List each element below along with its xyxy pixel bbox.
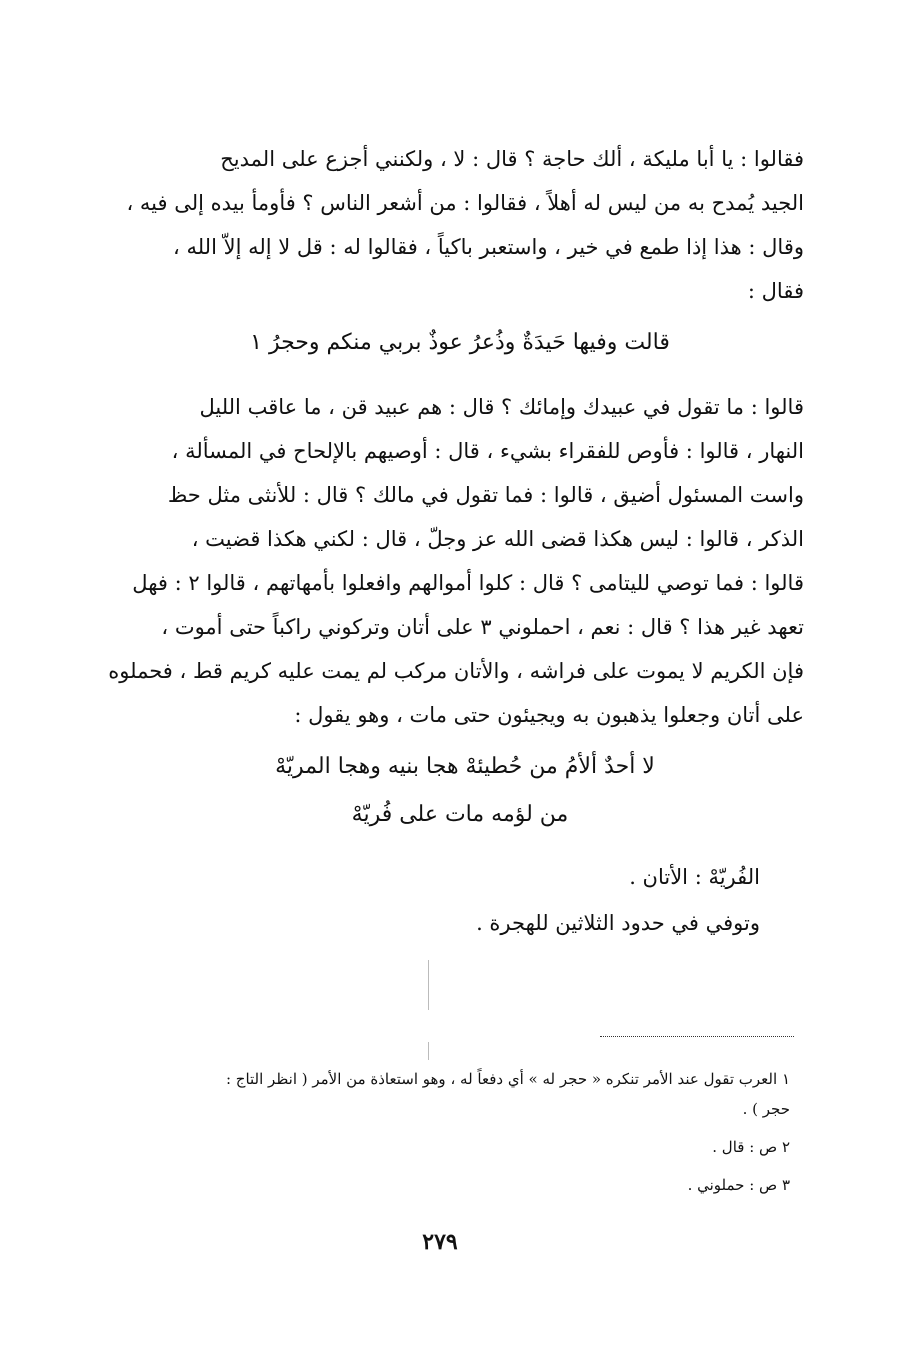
verse-2-line-1: لا أحدٌ ألأمُ من حُطيئهْ هجا بنيه وهجا المريّهْ [275, 754, 655, 779]
page-number: ٢٧٩ [422, 1229, 458, 1255]
gloss-line: الفُريّهْ : الأتان . [629, 865, 760, 889]
footnote-2: ٢ ص : قال . [712, 1138, 790, 1156]
text-line: فقال : [747, 279, 804, 303]
text-line: وقال : هذا إذا طمع في خير ، واستعبر باكياً ، فقالوا له : قل لا إله إلاّ الله ، [173, 235, 804, 259]
footnote-separator [600, 1036, 794, 1037]
verse-1: قالت وفيها حَيدَةٌ وذُعرُ عوذٌ بربي منكم وحجرُ ١ [250, 330, 670, 355]
footnote-1: ١ العرب تقول عند الأمر تنكره « حجر له » أي دفعاً له ، وهو استعاذة من الأمر ( انظر التاج : [225, 1070, 790, 1088]
text-line: قالوا : ما تقول في عبيدك وإمائك ؟ قال : هم عبيد قن ، ما عاقب الليل [199, 395, 804, 419]
text-line: فقالوا : يا أبا مليكة ، ألك حاجة ؟ قال : لا ، ولكنني أجزع على المديح [220, 147, 804, 171]
text-line: الذكر ، قالوا : ليس هكذا قضى الله عز وجلّ ، قال : لكني هكذا قضيت ، [191, 527, 804, 551]
text-line: الجيد يُمدح به من ليس له أهلاً ، فقالوا : من أشعر الناس ؟ فأومأ بيده إلى فيه ، [126, 191, 804, 215]
text-line: قالوا : فما توصي لليتامى ؟ قال : كلوا أموالهم وافعلوا بأمهاتهم ، قالوا ٢ : فهل [132, 571, 804, 595]
text-line: فإن الكريم لا يموت على فراشه ، والأتان مركب لم يمت عليه كريم قط ، فحملوه [108, 659, 804, 683]
footnote-1-cont: حجر ) . [742, 1100, 790, 1118]
text-line: واست المسئول أضيق ، قالوا : فما تقول في مالك ؟ قال : للأنثى مثل حظ [167, 483, 804, 507]
death-note: وتوفي في حدود الثلاثين للهجرة . [476, 911, 760, 935]
text-line: تعهد غير هذا ؟ قال : نعم ، احملوني ٣ على أتان وتركوني راكباً حتى أموت ، [161, 615, 804, 639]
verse-2-line-2: من لؤمه مات على فُريّهْ [351, 802, 569, 827]
text-line: النهار ، قالوا : فأوص للفقراء بشيء ، قال : أوصيهم بالإلحاح في المسألة ، [171, 439, 804, 463]
scan-mark [428, 1042, 429, 1060]
scan-mark [428, 960, 429, 1010]
footnote-3: ٣ ص : حملوني . [687, 1176, 790, 1194]
text-line: على أتان وجعلوا يذهبون به ويجيئون حتى مات ، وهو يقول : [294, 703, 804, 727]
